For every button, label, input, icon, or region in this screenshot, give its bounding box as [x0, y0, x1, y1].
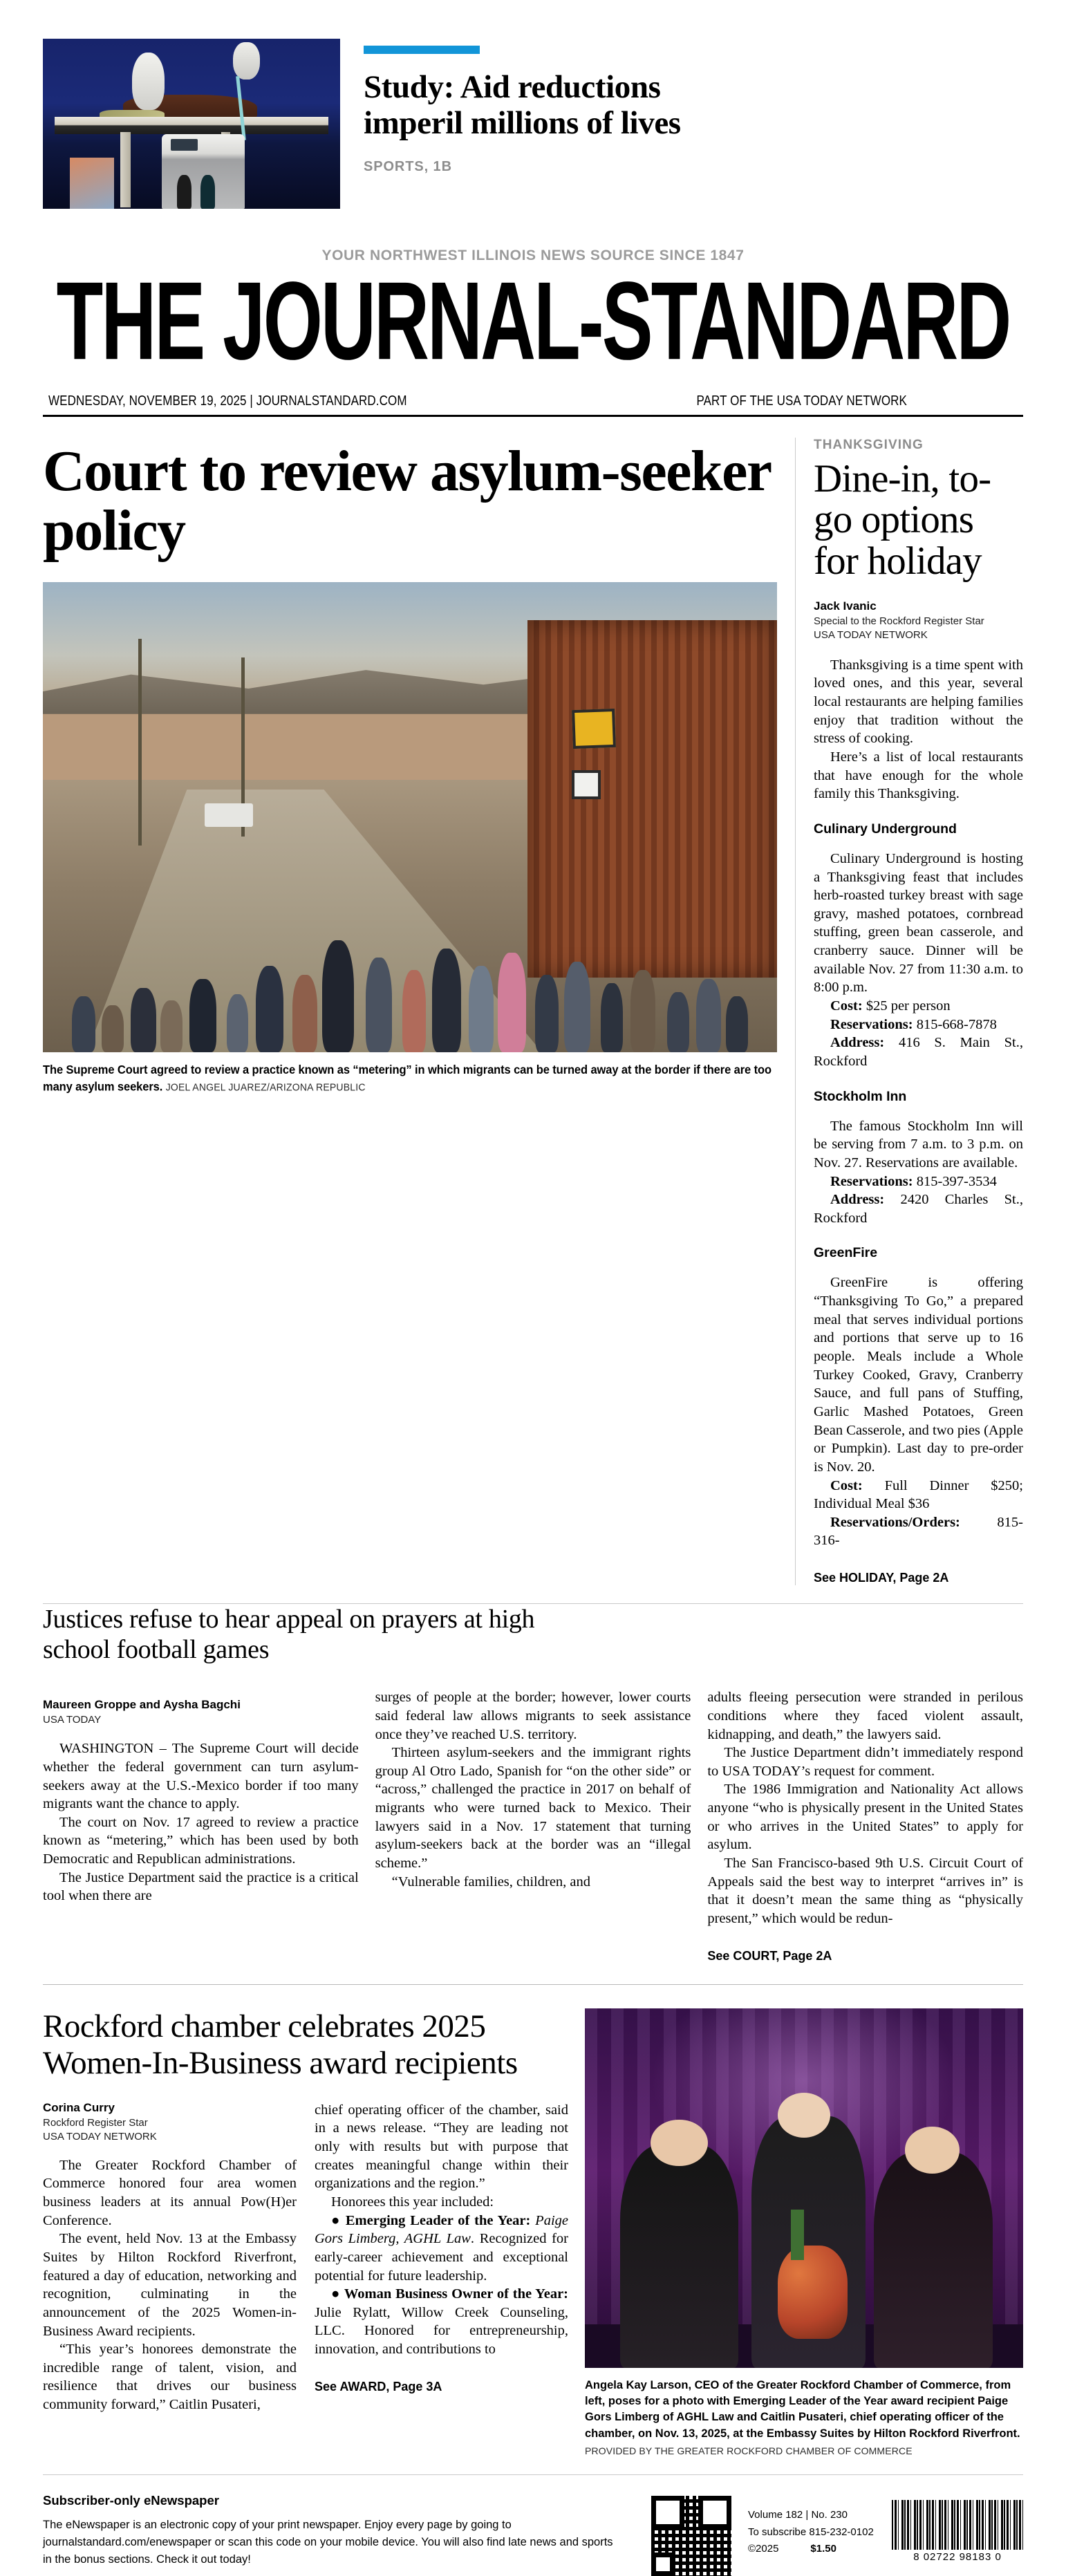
rail-byline-sub1: Special to the Rockford Register Star: [814, 615, 984, 627]
rail-byline: Jack Ivanic: [814, 599, 877, 613]
rail-subhead-culinary: Culinary Underground: [814, 821, 957, 837]
price: $1.50: [810, 2542, 836, 2555]
rail-detail-line: [814, 997, 1023, 1016]
story2-paragraph: adults fleeing persecution were stranded in perilous conditions where they faced violent assault, kidnapping, and death,” the lawyers said.: [707, 1690, 1024, 1742]
rail-kicker: THANKSGIVING: [814, 438, 924, 452]
story2-byline: Maureen Groppe and Aysha Bagchi: [43, 1698, 241, 1712]
rail-body: [814, 656, 1023, 1550]
masthead-network-label: PART OF THE USA TODAY NETWORK: [696, 392, 907, 409]
story3-byline-sub1: Rockford Register Star: [43, 2116, 148, 2129]
masthead-date-line: WEDNESDAY, NOVEMBER 19, 2025 | JOURNALSTANDARD.COM: [48, 392, 407, 409]
value-reservations-orders: 815-316-: [814, 1514, 1023, 1549]
bullet-label-woman-business-owner: Woman Business Owner of the Year:: [344, 2286, 568, 2302]
label-address: Address:: [830, 1035, 885, 1051]
rail-paragraph: Thanksgiving is a time spent with loved ones, and this year, several local restaurants are helping families enjoy that tradition without the stress of cooking.: [814, 657, 1023, 747]
barcode-bars: [892, 2500, 1023, 2550]
story3-byline: Corina Curry: [43, 2100, 115, 2114]
masthead-tagline: YOUR NORTHWEST ILLINOIS NEWS SOURCE SINCE 1847: [321, 248, 745, 263]
lead-photo-credit: JOEL ANGEL JUAREZ/ARIZONA REPUBLIC: [165, 1081, 366, 1094]
story3-headline[interactable]: Rockford chamber celebrates 2025 Women-In-Business award recipients: [43, 2008, 518, 2081]
story3-paragraph: The Greater Rockford Chamber of Commerce honored four area women business leaders at its annual Pow(H)er Conference.: [43, 2157, 297, 2228]
story2-paragraph: Thirteen asylum-seekers and the immigrant rights group Al Otro Lado, Spanish for “on the other side” or “across,” challenged the practice in 2017 on behalf of migrants who were turned back to Mexico. Their lawyers said in a Nov. 17 statement that turning asylum-seekers back at the border was an “illegal scheme.”: [375, 1745, 691, 1871]
teaser-photo: [43, 39, 340, 209]
chamber-photo-caption: Angela Kay Larson, CEO of the Greater Rockford Chamber of Commerce, from left, poses for a photo with Emerging Leader of the Year award recipient Paige Gors Limberg of AGHL Law and Caitlin Pusateri, chief operating officer of the chamber, on Nov. 13, 2025, at the Embassy Suites by Hilton Rockford Riverfront.: [585, 2378, 1020, 2440]
story2-column-2: [375, 1688, 708, 1963]
story3-jump-line[interactable]: See AWARD, Page 3A: [315, 2379, 442, 2393]
crowd-figures: [43, 837, 777, 1053]
story2-byline-sub: USA TODAY: [43, 1714, 102, 1726]
label-cost: Cost:: [830, 1477, 863, 1493]
story3-paragraph: “This year’s honorees demonstrate the incredible range of talent, vision, and resilience that drives our business community forward,” Caitlin Pusateri,: [43, 2342, 297, 2413]
bullet-rest: . Recognized for early-career achievement and exceptional potential for future leadership.: [315, 2231, 569, 2284]
rail-detail-line: [814, 1173, 1023, 1191]
story2-columns: [43, 1688, 1023, 1963]
lead-photo: [43, 582, 777, 1052]
story2-column-1: [43, 1688, 375, 1963]
rail-paragraph: Culinary Underground is hosting a Thanksgiving feast that includes herb-roasted turkey breast with sage gravy, mashed potatoes, cornbread stuffing, green bean casserole, and cranberry sauce. Dinner will be available Nov. 27 from 11:30 a.m. to 8:00 p.m.: [814, 850, 1023, 996]
thanksgiving-rail: [795, 438, 1023, 1585]
rail-paragraph: The famous Stockholm Inn will be serving from 7 a.m. to 3 p.m. on Nov. 27. Reservations are available.: [814, 1118, 1023, 1170]
label-address: Address:: [830, 1192, 885, 1208]
story3-column-2: [315, 2101, 568, 2414]
rail-detail-line: [814, 1016, 1023, 1034]
value-reservations: 815-668-7878: [913, 1016, 997, 1032]
story2-paragraph: “Vulnerable families, children, and: [391, 1874, 591, 1889]
label-reservations-orders: Reservations/Orders:: [830, 1514, 960, 1530]
teaser-section-label: SPORTS, 1B: [364, 159, 452, 175]
lead-headline[interactable]: Court to review asylum-seeker policy: [43, 439, 771, 563]
enewspaper-text: The eNewspaper is an electronic copy of your print newspaper. Enjoy every page by going to journalstandard.com/enewspaper or scan this code on your mobile device. You will also find late news and sports in the bonus sections. Check it out today!: [43, 2519, 613, 2566]
lead-photo-caption: [43, 1062, 777, 1096]
rail-detail-line: [814, 1034, 1023, 1070]
story2-paragraph: The court on Nov. 17 agreed to review a practice known as “metering,” which has been used by both Democratic and Republican administrations.: [43, 1814, 359, 1867]
story2-paragraph: The Justice Department said the practice is a critical tool when there are: [43, 1869, 359, 1904]
rail-subhead-greenfire: GreenFire: [814, 1245, 878, 1261]
bullet-rest: Julie Rylatt, Willow Creek Counseling, LLC. Honored for entrepreneurship, innovation, and contributions to: [315, 2304, 568, 2358]
volume-info: [748, 2496, 874, 2557]
story2-paragraph: surges of people at the border; however, lower courts said federal law allows migrants to seek assistance once they’ve reached U.S. territory.: [375, 1690, 691, 1742]
story3-paragraph: chief operating officer of the chamber, said in a news release. “They are leading not only with results but with purpose that creates meaningful change within their organizations and the region.”: [315, 2102, 568, 2192]
label-reservations: Reservations:: [830, 1016, 913, 1032]
block-divider: [43, 1984, 1023, 1985]
story3-byline-sub2: USA TODAY NETWORK: [43, 2130, 157, 2143]
justices-story: [43, 1604, 1023, 1963]
story2-paragraph: The San Francisco-based 9th U.S. Circuit Court of Appeals said the best way to interpret “arrives in” is that it doesn’t mean the same thing as “physically present,” which would be redun-: [707, 1855, 1024, 1926]
label-cost: Cost:: [830, 998, 863, 1014]
rail-paragraph: Here’s a list of local restaurants that have enough for the whole family this Thanksgiving.: [814, 749, 1023, 802]
story2-jump-line[interactable]: See COURT, Page 2A: [707, 1948, 832, 1963]
subscribe-line: To subscribe 815-232-0102: [748, 2526, 874, 2538]
rail-detail-line: [814, 1513, 1023, 1550]
bullet-italic-name: Paige Gors Limberg, AGHL Law: [315, 2212, 568, 2247]
story3-paragraph: The event, held Nov. 13 at the Embassy Suites by Hilton Rockford Riverfront, featured a day of education, networking and recognition, culminating in the announcement of the 2025 Women-in-Business Award recipients.: [43, 2231, 297, 2339]
label-reservations: Reservations:: [830, 1173, 913, 1189]
barcode-digits: 8 02722 98183 0: [913, 2551, 1002, 2564]
rail-headline[interactable]: Dine-in, to-go options for holiday: [814, 457, 991, 583]
bullet-label-emerging-leader: Emerging Leader of the Year:: [345, 2212, 531, 2228]
story3-bullet: ● Woman Business Owner of the Year: Julie Rylatt, Willow Creek Counseling, LLC. Honored for entrepreneurship, innovation, and contributions to: [315, 2286, 568, 2358]
enewspaper-title: Subscriber-only eNewspaper: [43, 2493, 219, 2508]
value-cost: $25 per person: [862, 998, 951, 1014]
teaser-accent-rule: [364, 46, 480, 54]
story2-paragraph: The 1986 Immigration and Nationality Act allows anyone “who is physically present in the United States or who arrives in the United States” to apply for asylum.: [707, 1782, 1024, 1853]
lead-caption-text: The Supreme Court agreed to review a practice known as “metering” in which migrants can be turned away at the border if there are too many asylum seekers.: [43, 1063, 772, 1094]
water-road-sign-icon: [572, 709, 616, 749]
barcode: [892, 2496, 1023, 2563]
chamber-photo-credit: PROVIDED BY THE GREATER ROCKFORD CHAMBER OF COMMERCE: [585, 2445, 913, 2457]
teaser-headline[interactable]: Study: Aid reductions imperil millions of lives: [364, 69, 681, 142]
rail-subhead-stockholm: Stockholm Inn: [814, 1088, 907, 1104]
rockford-chamber-story: [43, 2008, 1023, 2457]
value-cost: Full Dinner $250; Individual Meal $36: [814, 1477, 1023, 1512]
story3-paragraph: Honorees this year included:: [331, 2194, 494, 2210]
volume-number: Volume 182 | No. 230: [748, 2509, 848, 2521]
rail-detail-line: [814, 1191, 1023, 1227]
rail-byline-sub2: USA TODAY NETWORK: [814, 628, 928, 641]
story2-headline[interactable]: Justices refuse to hear appeal on prayers at high school football games: [43, 1605, 535, 1665]
story2-paragraph: The Justice Department didn’t immediately respond to USA TODAY’s request for comment.: [707, 1745, 1024, 1779]
rail-jump-line[interactable]: See HOLIDAY, Page 2A: [814, 1571, 949, 1585]
rail-detail-line: [814, 1477, 1023, 1513]
lead-main-column: [43, 438, 795, 1585]
masthead-title: THE JOURNAL-STANDARD: [56, 259, 1010, 383]
rail-paragraph: GreenFire is offering “Thanksgiving To Go,” a prepared meal that serves individual portions and portions that serve up to 16 people. Meals include a Whole Turkey Cooked, Gravy, Cranberry Sauce, and full pans of Stuffing, Garlic Mashed Potatoes, Green Bean Casserole, and two pies (Apple or Pumpkin). Last day to pre-order is Nov. 20.: [814, 1275, 1023, 1475]
value-reservations: 815-397-3534: [913, 1173, 997, 1189]
story3-photo-column: [585, 2008, 1023, 2457]
qr-code[interactable]: [651, 2496, 731, 2576]
story3-bullet: ● Emerging Leader of the Year: Paige Gors Limberg, AGHL Law. Recognized for early-career achievement and exceptional potential for future leadership.: [315, 2212, 569, 2284]
top-teaser: [43, 0, 1023, 209]
value-address: 2420 Charles St., Rockford: [814, 1192, 1023, 1226]
story2-column-3: [707, 1688, 1023, 1963]
story3-column-1: [43, 2101, 297, 2414]
copyright: ©2025: [748, 2542, 779, 2555]
value-address: 416 S. Main St., Rockford: [814, 1035, 1023, 1069]
lead-section: [43, 438, 1023, 1585]
page-footer: [43, 2474, 1023, 2576]
masthead: [43, 248, 1023, 417]
story2-paragraph: WASHINGTON – The Supreme Court will decide whether the federal government can turn asylum-seekers away at the U.S.-Mexico border if too many migrants want the chance to apply.: [43, 1741, 359, 1812]
chamber-photo: [585, 2008, 1023, 2368]
speed-limit-sign-icon: [572, 770, 601, 799]
